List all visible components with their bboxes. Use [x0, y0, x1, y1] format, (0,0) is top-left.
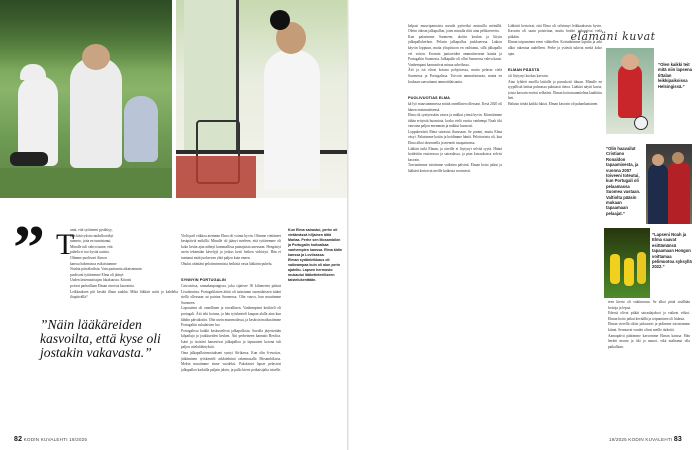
subhead-portugali: SYNNYIN PORTUGALIN [181, 278, 226, 283]
photo-child-cap [20, 64, 46, 80]
photo-fabric [176, 156, 256, 198]
family-photo [0, 0, 172, 198]
stadium-photo [604, 228, 650, 298]
photo-man-figure [264, 50, 320, 190]
body-column-4-rest: oli löytynyt kookas kasvain. Aino lyhdeti nuoilla lattialle ja puruskotti itkuun. Minulle en tyypillistä lattiaa pulmassa puhtaasti tietoa. Lääkäri näytti kuvia, joista kasvain erottui selkeästi. Elman hoitosuunnitelma laadittiin heti. Halusin tietää kaikki faktat. Elman kasvain oli pahanlaatuinen. [508, 73, 602, 106]
left-issue: KODIN KUVALEHTI 19/2025 [23, 437, 88, 442]
ronaldo-head-1 [652, 154, 664, 166]
childhood-photo [606, 48, 654, 134]
photo-ball [270, 10, 290, 30]
stadium-kid-2 [624, 258, 634, 286]
right-issue: 19/2025 KODIN KUVALEHTI [608, 437, 673, 442]
childhood-ball [634, 116, 648, 130]
body-column-3-rest: kä lyö muuvanmmessa mittiä onnellinen ollessani. Kesä 2020 oli hänen ensimmäisensä. Elma oli syntyessään vauva ja nukkui yönsä hyvin. Kiinnitimme tähän erityistä huomiota, koska vielä vuotta vanhempi Noah itki vauvana paljon enemmän ja nukkui huonosti. Loppukesästä Elma sairastui flunssaan. Se parani, mutta Elma väsyi. Palasimme kotiin ja hoidimme häntä. Pelottavinta oli, kun Elma alkoi oksennella ja menetti tasapainonsa. Lääkäri tutki Elman, ja oireille ei löytynyt selvää syytä. Häntä hoidettiin ensiavussa ja sairaalassa, ja pian kuvauksissa selvisi kasvain. Turvautimme toisiimme vaikeina päivinä. Elman hoito jatkui ja lääkärit kertoivat meille kaikesta avoimesti. [408, 101, 502, 174]
childhood-child-head [621, 54, 639, 70]
photo-father-head [82, 44, 110, 70]
ronaldo-figure-2 [668, 162, 690, 224]
balcony-photo [176, 0, 348, 198]
body-column-3 [408, 18, 502, 432]
opening-quote-mark: ” [13, 212, 45, 283]
caption-ronaldo: ”Olin haavailut Cristiano Ronaldon tapaamisesta, ja vuonna 2007 toiveeni toteutui, kun Portugali oli pelaamassa Suomea vastaan. Valtiolta pääsin mukaan tapaamaan pelaajat.” [606, 146, 641, 216]
pull-quote: ”Näin lääkäreiden kasvoilta, että kyse oli jostakin vakavasta.” [40, 317, 161, 361]
ronaldo-head-2 [672, 152, 684, 164]
body-column-1-lead: unni, että syöämeni pysähtyy, kun käsivyksin ruudulla näkyi numero, joita en tunnistanut. Minulle tuli vahva tunne, että puhelu ei tuo hyvää uutista. Olimme puolisoni Aimon kanssa hakemassa esikoistamme Noahia päiväkodista. Vain parituntia aikaisemmin puolisoni tyttäremme Elma oli jäänyt Uuden lastenuutisajan lokakuussa. Kiirasti poitvat parhaillaan Elman aivoista kasvainta. Leikkauksen piti kestää illaan saakka. Mikä liikkäri soitti jo kahdelta iltapäivällä? [70, 228, 178, 300]
left-footer [14, 436, 87, 443]
dropcap: T [56, 228, 75, 261]
stadium-kid-3 [637, 252, 646, 284]
caption-childhood: ”Olen kaikki teit mitä niin lapsena Iittalan leikkipaikoissa Helsingissä.” [658, 62, 692, 89]
right-page-number: 83 [673, 436, 682, 443]
childhood-child-figure [618, 64, 642, 118]
subhead-elma: PUOLIVUOTIAS ELMA [408, 96, 450, 101]
body-column-2 [181, 228, 281, 434]
body-column-2-text: Vielä parl viikkoa aiemmin Elma oli voinut hyvin. Olimme viettäneet kesäpäiviä mökillä. Minulle oli jäänyt mieleen, että tyttäremme oli koko kesän ajan nähnyt kummallisia painajaisia unessaan. Hengästyi usein tekemään kävelyjä ja joskus kesti hetken virkistyä. Hän ei tuntunut enää juoksevan yhtä paljon kuin ennen. Ohuksi rääntäni pelottavimmista hetkistä vasta lääkärin puhelu. [181, 233, 281, 266]
section-title: elämäni kuvat [570, 30, 656, 43]
ronaldo-figure-1 [648, 164, 668, 224]
caption-stadium: ”Lapseni Noah ja Elma saavat esittämänsä tapaamaan Hongon voittamaa pelimuotoa syksyllä 2022.” [652, 232, 692, 270]
body-column-5: teen kierto oli vakiintunut. Se alkoi pitää sisällään hoitoja ja lepoa. Edessä olivat pitkät sairaalajaksot ja vaikeat viikot. Elman hoito jatkui keväällä ja toipuminen oli hidasta. Elman vierellä oltiin jatkuvasti ja pidimme toisistamme kiinni. Seuraavat vuodet olivat meille tärkeitä. Aamupäivä päätimme kasvomme Elman kanssa. Hän herätti monta ja itki ja nauroi, eikä malttanut olla paikallaan. [608, 300, 690, 349]
right-page [348, 0, 696, 450]
left-page-number: 82 [14, 436, 23, 443]
photo-ground [0, 168, 172, 198]
right-footer [609, 436, 682, 443]
side-caption: Kun Elma sairastui, perhe oli vietämässä hiljainen äitiä Mariaa. Perhe sen Mosambikin ja Portugalin hoitoaikaa vanhempien kanssa. Elma äidin kanssa ja Loviisassa. Elman sydänleikkaus oli vaikeampaa kuin oli alun perin ajateltu. Lapsen hermosto mukautui lääketieteelliseen taistelukenttään. [288, 228, 343, 282]
photo-toddler-figure [124, 96, 158, 162]
body-column-4 [508, 18, 602, 432]
photo-shoes [10, 152, 48, 166]
subhead-elman-paasta: ELMAN PÄÄSTÄ [508, 68, 540, 73]
body-column-4-text: Lääkärit kertoivat, että Elma oli selvinnyt leikkauksesta hyvin. Kasvain oli saatu poistettua, mutta hoidot jatkuisivat vielä pitkään. Elman toipuminen eteni vähitellen. Kotiuduimme lopulta ja arki alkoi rakentua uudelleen. Perhe ja ystävät tukivat meitä koko ajan. [508, 23, 602, 56]
body-column-2-rest: Cascaisissa, rannakaupungissa, joka sijaitsee 30 kilometrin päässä Lissabonista. Portugalilaisen äitini oli tutustunut suomalaiseen isääni siellä ollessaan au pairina Suomessa. Olin vauva, kun muutimme Suomeen. Lapsuuteni oli onnellinen ja turvallinen. Vanhempieni kotikieli oli portugali. Äiti teki kotona, ja hän työskenteli kaupan alalla aina kun lähdin päiväkotiin. Olin usein mummolassa, ja kesäisin matkustimme Portugaliin sukulaisten luo. Portugalissa kaikki keskustelivat jalkapallosta. Suvulla järjestetään kilpailuja ja joukkueiden kesken. Äiti perheineen kannatti Benfica. Isäni ja isoisäni harrastivat jalkapalloa ja lapsuuteni kotona tuli paljon ottelulähetyksiä. Oma jalkapalloinnostukseni syntyi Afrikassa. Kun olin 6-vuotias, jäikäminen työskenteli arkkitehtinä rakennusalla Mosambikissa. Mekin muutimme sinne vuodeksi. Pakolaiset lapset pelasivat jalkapalloa kaduilla paljain jaloin, ja pallo kiersi potkaisijalta toiselle. [181, 283, 281, 372]
body-column-3-text: kelpasi muuvipanssista naruila pyöreiksi mutruilla mömillä. Oletin oikean jalkapallon, joten minulla riitti aina pelikavereita. Kun palasimme Suomeen, aloitin koulun ja liityin jalkapallokerhon. Pelasin jalkapalloa joukkueessa. Lukion käyvin loppuun, mutta yliopistoon en vaihtanut, sillä jalkapallo vei voiton. Eronnin junioreiden ammattiseuran kautta ja Portugaliin Suomesta. Jalkapallo oli ollut Suomessa vahva kausi. Vanhempani kannustivat minua urheilussa. Äiti ja isä olivat kotona pohjoisessa, mutta pelasin vielä Suomessa ja Portugalissa. Toivoin ammattiseuraa, mutta en koskaan saavuttanut ammattilaisuutta. [408, 23, 502, 84]
ronaldo-photo [646, 144, 692, 224]
stadium-kid-1 [610, 254, 620, 284]
photo-father-figure [70, 58, 122, 168]
